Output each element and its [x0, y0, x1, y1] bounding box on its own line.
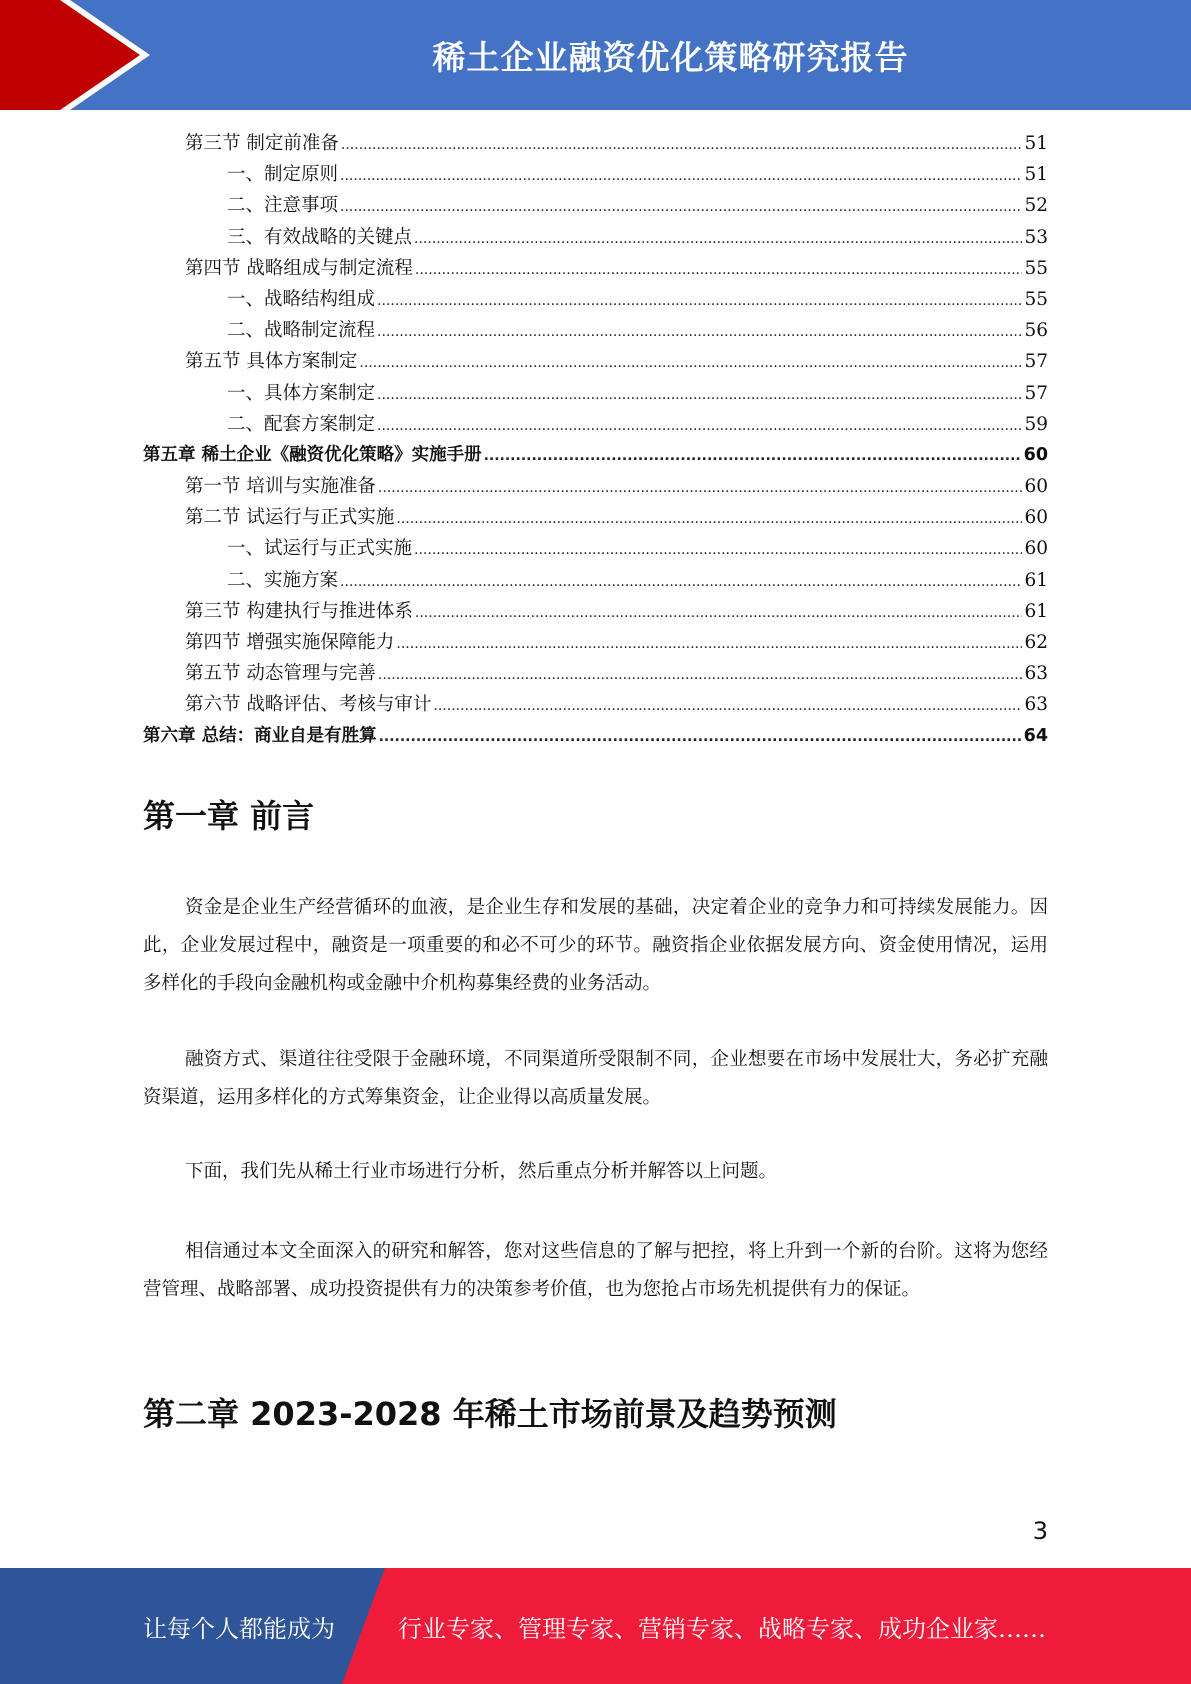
toc-entry-title: 二、实施方案	[227, 569, 339, 591]
toc-dot-leader	[341, 130, 1023, 161]
toc-entry-page: 60	[1023, 444, 1048, 465]
toc-entry-page: 56	[1024, 320, 1048, 342]
toc-entry-title: 第五章 稀土企业《融资优化策略》实施手册	[143, 444, 482, 465]
toc-entry[interactable]	[143, 596, 1048, 627]
toc-entry[interactable]	[143, 159, 1048, 190]
toc-dot-leader	[433, 691, 1022, 722]
toc-entry-page: 57	[1024, 382, 1048, 404]
toc-entry-title: 第一节 培训与实施准备	[185, 476, 376, 498]
toc-dot-leader	[396, 504, 1022, 535]
toc-dot-leader	[415, 255, 1023, 286]
chapter-1-heading: 第一章 前言	[143, 797, 315, 835]
toc-entry-title: 二、战略制定流程	[227, 320, 376, 342]
toc-entry-page: 60	[1024, 507, 1048, 529]
toc-entry-page: 51	[1024, 133, 1048, 154]
toc-entry-page: 55	[1024, 257, 1048, 279]
toc-dot-leader	[415, 598, 1023, 629]
page-header	[0, 0, 1191, 110]
toc-entry[interactable]	[143, 471, 1048, 502]
toc-entry-page: 61	[1024, 600, 1048, 622]
toc-entry[interactable]	[143, 128, 1048, 159]
toc-entry[interactable]	[143, 440, 1048, 471]
toc-entry[interactable]	[143, 533, 1048, 564]
footer-roles: 行业专家、管理专家、营销专家、战略专家、成功企业家……	[398, 1614, 1046, 1643]
toc-dot-leader	[379, 722, 1022, 753]
toc-entry[interactable]	[143, 502, 1048, 533]
toc-entry-title: 一、试运行与正式实施	[227, 538, 413, 560]
toc-entry-page: 64	[1023, 725, 1048, 746]
toc-entry-page: 59	[1024, 413, 1048, 435]
toc-dot-leader	[340, 161, 1022, 192]
toc-entry-title: 一、制定原则	[227, 164, 339, 186]
toc-dot-leader	[340, 192, 1022, 223]
toc-entry-title: 第六章 总结：商业自是有胜算	[143, 725, 377, 746]
toc-entry-page: 63	[1024, 694, 1048, 716]
toc-entry-page: 62	[1024, 632, 1048, 653]
toc-entry-title: 第三节 构建执行与推进体系	[185, 600, 413, 622]
toc-dot-leader	[414, 224, 1022, 255]
toc-entry[interactable]	[143, 689, 1048, 720]
toc-entry[interactable]	[143, 627, 1048, 658]
toc-entry[interactable]	[143, 284, 1048, 315]
toc-entry[interactable]	[143, 658, 1048, 689]
toc-dot-leader	[414, 535, 1022, 566]
toc-entry[interactable]	[143, 253, 1048, 284]
toc-entry-title: 二、配套方案制定	[227, 413, 376, 435]
toc-entry[interactable]	[143, 190, 1048, 221]
page-footer	[0, 1568, 1191, 1684]
toc-entry-title: 第五节 动态管理与完善	[185, 663, 376, 685]
toc-entry-page: 60	[1024, 476, 1048, 498]
toc-entry-page: 55	[1024, 288, 1048, 310]
paragraph-1: 资金是企业生产经营循环的血液，是企业生存和发展的基础，决定着企业的竞争力和可持续发展能力。因此，企业发展过程中，融资是一项重要的和必不可少的环节。融资指企业依据发展方向、资金使用情况，运用多样化的手段向金融机构或金融中介机构募集经费的业务活动。	[143, 897, 1048, 994]
toc-entry-title: 第五节 具体方案制定	[185, 351, 358, 373]
paragraph-4: 相信通过本文全面深入的研究和解答，您对这些信息的了解与把控，将上升到一个新的台阶。这将为您经营管理、战略部署、成功投资提供有力的决策参考价值，也为您抢占市场先机提供有力的保证。	[143, 1241, 1048, 1300]
toc-dot-leader	[377, 317, 1022, 348]
toc-dot-leader	[359, 348, 1022, 379]
toc-entry-title: 一、战略结构组成	[227, 288, 376, 310]
toc-dot-leader	[377, 286, 1022, 317]
toc-dot-leader	[377, 380, 1022, 411]
toc-dot-leader	[396, 629, 1022, 660]
toc-dot-leader	[378, 473, 1023, 504]
toc-entry-page: 60	[1024, 538, 1048, 560]
toc-dot-leader	[484, 441, 1022, 472]
report-title: 稀土企业融资优化策略研究报告	[432, 37, 909, 77]
table-of-contents	[143, 128, 1048, 752]
footer-slogan: 让每个人都能成为	[143, 1614, 335, 1643]
toc-entry[interactable]	[143, 378, 1048, 409]
toc-entry-title: 二、注意事项	[227, 195, 339, 217]
toc-entry-page: 61	[1024, 569, 1048, 591]
toc-entry-title: 第四节 战略组成与制定流程	[185, 257, 413, 279]
toc-entry[interactable]	[143, 222, 1048, 253]
toc-entry-title: 第三节 制定前准备	[185, 133, 339, 154]
toc-entry-page: 52	[1024, 195, 1048, 217]
toc-entry[interactable]	[143, 315, 1048, 346]
toc-entry-page: 63	[1024, 663, 1048, 685]
toc-dot-leader	[378, 660, 1023, 691]
toc-dot-leader	[340, 567, 1022, 598]
toc-entry-title: 一、具体方案制定	[227, 382, 376, 404]
toc-entry-page: 53	[1024, 226, 1048, 248]
toc-entry-title: 第六节 战略评估、考核与审计	[185, 694, 432, 716]
paragraph-2: 融资方式、渠道往往受限于金融环境，不同渠道所受限制不同，企业想要在市场中发展壮大，务必扩充融资渠道，运用多样化的方式筹集资金，让企业得以高质量发展。	[143, 1049, 1048, 1108]
toc-entry-title: 第四节 增强实施保障能力	[185, 632, 395, 653]
toc-entry[interactable]	[143, 409, 1048, 440]
toc-dot-leader	[377, 411, 1022, 442]
toc-entry-title: 第二节 试运行与正式实施	[185, 507, 395, 529]
toc-entry-title: 三、有效战略的关键点	[227, 226, 413, 248]
page-number: 3	[1032, 1517, 1048, 1545]
toc-entry-page: 51	[1024, 164, 1048, 186]
toc-entry[interactable]	[143, 346, 1048, 377]
chapter-2-heading: 第二章 2023-2028 年稀土市场前景及趋势预测	[143, 1395, 837, 1433]
toc-entry[interactable]	[143, 565, 1048, 596]
toc-entry[interactable]	[143, 721, 1048, 752]
toc-entry-page: 57	[1024, 351, 1048, 373]
paragraph-3: 下面，我们先从稀土行业市场进行分析，然后重点分析并解答以上问题。	[185, 1161, 778, 1182]
